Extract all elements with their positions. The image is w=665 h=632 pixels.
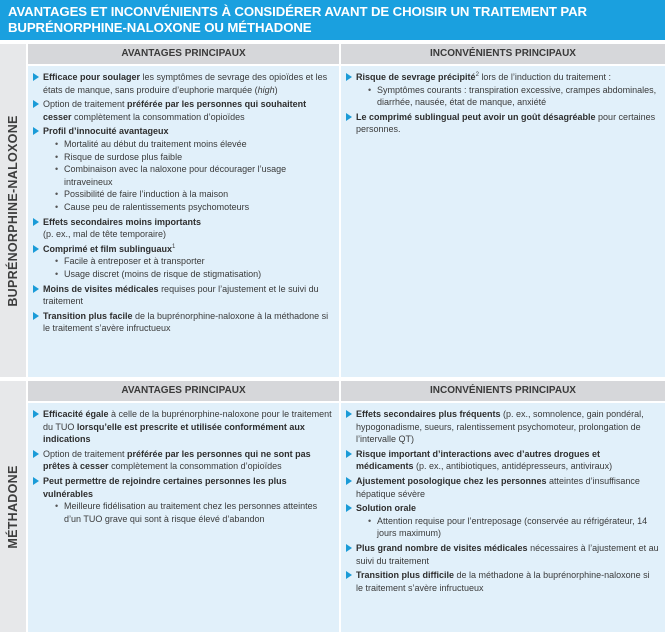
arrow-bullet-icon [346, 73, 352, 81]
bullet-dot-icon: • [55, 164, 59, 175]
item-text: nécessaires à l’ajustement et au suivi du traitement [356, 542, 659, 566]
bullet-dot-icon: • [55, 501, 59, 512]
arrow-bullet-icon [346, 504, 352, 512]
item-bold: préférée par les personnes qui souhaitent cesser [43, 99, 307, 122]
sub-list [43, 138, 333, 214]
bullet-dot-icon: • [55, 268, 59, 279]
item-text: (p. ex., antibiotiques, antidépresseurs, antiviraux) [413, 461, 613, 472]
item-bold: Comprimé et film sublinguaux [43, 243, 173, 254]
item-bold: Solution orale [356, 503, 417, 514]
arrow-bullet-icon [33, 100, 39, 108]
list-item [33, 71, 333, 96]
item-text: (p. ex., somnolence, gain pondéral, hypogonadisme, sueurs, ralentissement psychomoteur, prolongation de l’intervalle QT) [356, 409, 644, 445]
column-header-advantages: AVANTAGES PRINCIPAUX [28, 44, 339, 64]
sub-item [356, 515, 659, 540]
item-text: lors de l’induction du traitement : [478, 72, 611, 82]
arrow-bullet-icon [346, 571, 352, 579]
arrow-bullet-icon [33, 73, 39, 81]
advantages-column [28, 381, 339, 632]
sub-item [356, 84, 659, 109]
sub-item [43, 255, 333, 268]
advantages-column [28, 44, 339, 377]
list-item [33, 283, 333, 308]
footnote-ref: 1 [172, 243, 176, 250]
sub-item [43, 188, 333, 201]
item-text: ) [274, 84, 278, 95]
sub-list [356, 515, 659, 540]
arrow-bullet-icon [33, 477, 39, 485]
disadvantages-list [341, 66, 665, 377]
sub-item-text: Possibilité de faire l’induction à la maison [64, 189, 229, 200]
item-text: complètement la consommation d’opioïdes [108, 461, 282, 472]
sub-item-text: Cause peu de ralentissements psychomoteurs [64, 201, 250, 212]
sub-item-text: Mortalité au début du traitement moins élevée [64, 138, 247, 149]
arrow-bullet-icon [346, 544, 352, 552]
bullet-dot-icon: • [368, 515, 372, 526]
item-bold: Effets secondaires plus fréquents [356, 409, 501, 419]
item-text: Option de traitement [43, 99, 128, 110]
list-item [346, 111, 659, 136]
item-bold: Efficace pour soulager [43, 72, 141, 82]
sub-item [43, 138, 333, 151]
arrow-bullet-icon [33, 218, 39, 226]
item-text: de la méthadone à la buprénorphine-naloxone si le traitement s’avère infructueux [356, 570, 650, 593]
arrow-bullet-icon [33, 450, 39, 458]
arrow-bullet-icon [346, 113, 352, 121]
arrow-bullet-icon [33, 245, 39, 253]
list-item [33, 408, 333, 446]
sub-item [43, 268, 333, 281]
item-bold: Ajustement posologique chez les personnes [356, 475, 547, 486]
list-item [33, 243, 333, 281]
item-italic: high [257, 84, 275, 95]
sub-item [43, 201, 333, 214]
arrow-bullet-icon [33, 285, 39, 293]
item-text: à celle de la buprénorphine-naloxone pour le traitement du TUO [43, 409, 332, 432]
sub-list [356, 84, 659, 109]
item-text: de la buprénorphine-naloxone à la méthadone si le traitement s’avère infructueux [43, 310, 329, 334]
bullet-dot-icon: • [55, 256, 59, 267]
side-label-text: MÉTHADONE [6, 464, 20, 549]
item-text: les symptômes de sevrage des opioïdes et les états de manque, sans produire d’euphorie marquée ( [43, 72, 328, 95]
list-item [33, 448, 333, 473]
item-text: complètement la consommation d’opioïdes [71, 111, 245, 122]
list-item [346, 71, 659, 109]
item-bold: lorsqu’elle est prescrite et utilisée conformément aux indications [43, 421, 305, 445]
item-text: requises pour l’ajustement et le suivi du traitement [43, 283, 319, 307]
item-text: pour certaines personnes. [356, 111, 656, 135]
arrow-bullet-icon [33, 312, 39, 320]
disadvantages-column [341, 381, 665, 632]
item-bold: Moins de visites médicales [43, 283, 159, 294]
list-item [33, 125, 333, 213]
item-bold: Risque important d’interactions avec d’autres drogues et médicaments [356, 448, 601, 472]
arrow-bullet-icon [33, 410, 39, 418]
item-bold: Plus grand nombre de visites médicales [356, 542, 528, 553]
list-item [346, 569, 659, 594]
bullet-dot-icon: • [55, 201, 59, 212]
column-header-advantages: AVANTAGES PRINCIPAUX [28, 381, 339, 401]
item-bold: Le comprimé sublingual peut avoir un goût désagréable [356, 111, 596, 122]
bullet-dot-icon: • [55, 151, 59, 162]
sub-list [43, 500, 333, 525]
list-item [346, 475, 659, 500]
sub-item-text: Facile à entreposer et à transporter [64, 256, 205, 267]
column-header-disadvantages: INCONVÉNIENTS PRINCIPAUX [341, 44, 665, 64]
side-label-buprenorphine [0, 44, 26, 377]
page-title [0, 0, 665, 40]
sub-item-text: Attention requise pour l’entreposage (conservée au réfrigérateur, 14 jours maximum) [377, 515, 648, 539]
section-buprenorphine-naloxone [0, 44, 665, 377]
item-text: atteintes d’insuffisance hépatique sévère [356, 475, 640, 499]
item-text: Option de traitement [43, 448, 128, 459]
arrow-bullet-icon [33, 127, 39, 135]
item-text: (p. ex., mal de tête temporaire) [43, 229, 167, 240]
title-line-2: BUPRÉNORPHINE-NALOXONE OU MÉTHADONE [8, 20, 312, 35]
sub-item-text: Combinaison avec la naloxone pour décourager l’usage intraveineux [64, 164, 287, 187]
advantages-list [28, 403, 339, 632]
side-label-methadone [0, 381, 26, 632]
title-line-1: AVANTAGES ET INCONVÉNIENTS À CONSIDÉRER AVANT DE CHOISIR UN TRAITEMENT PAR [8, 4, 587, 19]
disadvantages-column [341, 44, 665, 377]
item-bold: Profil d’innocuité avantageux [43, 126, 169, 137]
item-bold: Risque de sevrage précipité [356, 72, 476, 82]
side-label-text: BUPRÉNORPHINE-NALOXONE [6, 114, 20, 307]
item-bold: Peut permettre de rejoindre certaines personnes les plus vulnérables [43, 475, 287, 499]
sub-item [43, 151, 333, 164]
item-bold: Transition plus facile [43, 310, 133, 321]
bullet-dot-icon: • [55, 138, 59, 149]
sub-item-text: Risque de surdose plus faible [64, 151, 183, 162]
sub-item-text: Usage discret (moins de risque de stigmatisation) [64, 268, 262, 279]
list-item [346, 542, 659, 567]
sub-item-text: Symptômes courants : transpiration excessive, crampes abdominales, diarrhée, nausée, état de manque, anxiété [377, 84, 657, 108]
arrow-bullet-icon [346, 450, 352, 458]
column-header-disadvantages: INCONVÉNIENTS PRINCIPAUX [341, 381, 665, 401]
sub-item-text: Meilleure fidélisation au traitement chez les personnes atteintes d’un TUO grave qui sont à risque élevé d’abandon [64, 501, 318, 524]
list-item [33, 216, 333, 241]
list-item [346, 448, 659, 473]
sub-list [43, 255, 333, 280]
item-bold: préférée par les personnes qui ne sont pas prêtes à cesser [43, 448, 311, 472]
footnote-ref: 2 [475, 72, 479, 78]
sub-item [43, 500, 333, 525]
item-bold: Transition plus difficile [356, 570, 455, 581]
disadvantages-list [341, 403, 665, 632]
list-item [33, 98, 333, 123]
bullet-dot-icon: • [368, 84, 372, 95]
item-bold: Effets secondaires moins importants [43, 216, 202, 227]
list-item [346, 502, 659, 540]
item-bold: Efficacité égale [43, 409, 109, 419]
arrow-bullet-icon [346, 477, 352, 485]
bullet-dot-icon: • [55, 189, 59, 200]
list-item [33, 475, 333, 525]
arrow-bullet-icon [346, 410, 352, 418]
list-item [346, 408, 659, 446]
sub-item [43, 163, 333, 188]
list-item [33, 310, 333, 335]
advantages-list [28, 66, 339, 377]
section-methadone [0, 381, 665, 632]
